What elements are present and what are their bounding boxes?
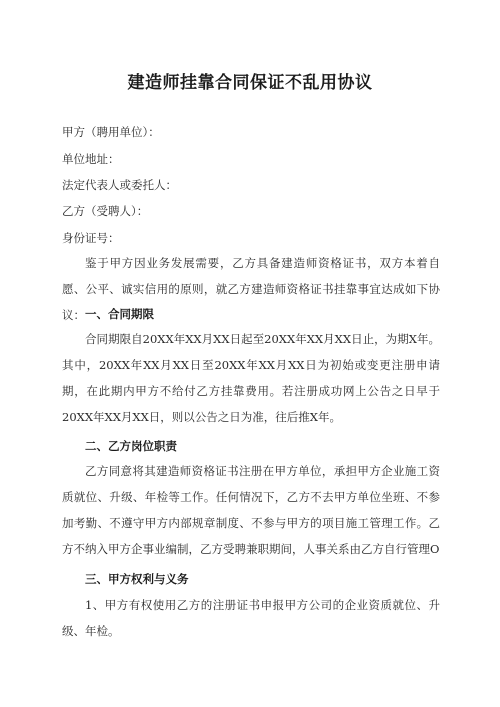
preamble-paragraph: 鉴于甲方因业务发展需要，乙方具备建造师资格证书，双方本着自愿、公平、诚实信用的原则，就乙方建造师资格证书挂靠事宜达成如下协议：: [62, 256, 440, 322]
section-body: 合同期限自20XX年XX月XX日起至20XX年XX月XX日止，为期X年。其中，20XX年XX月XX日至20XX年XX月XX日为初始或变更注册申请期，在此期内甲方不给付乙方挂靠费用。若注册成功网上公告之日早于20XX年XX月XX日，则以公告之日为准，往后推X年。: [62, 332, 440, 424]
field-party-b: 乙方（受聘人）：: [62, 204, 149, 218]
section-body: 1、甲方有权使用乙方的注册证书申报甲方公司的企业资质就位、升级、年检。: [62, 598, 440, 638]
field-party-a: 甲方（聘用单位）：: [62, 125, 160, 139]
document-title: 建造师挂靠合同保证不乱用协议: [127, 73, 373, 93]
field-id-number: 身份证号：: [62, 231, 120, 245]
section-heading: 三、甲方权利与义务: [85, 572, 189, 586]
section-heading: 一、合同期限: [85, 307, 154, 321]
section-body: 乙方同意将其建造师资格证书注册在甲方单位，承担甲方企业施工资质就位、升级、年检等工作。任何情况下，乙方不去甲方单位坐班、不参加考勤、不遵守甲方内部规章制度、不参与甲方的项目施工管理工作。乙方不纳入甲方企事业编制，乙方受聘兼职期间，人事关系由乙方自行管理O: [62, 464, 440, 556]
field-address: 单位地址：: [62, 152, 120, 166]
section-heading: 二、乙方岗位职责: [85, 439, 177, 453]
field-representative: 法定代表人或委托人：: [62, 178, 177, 192]
